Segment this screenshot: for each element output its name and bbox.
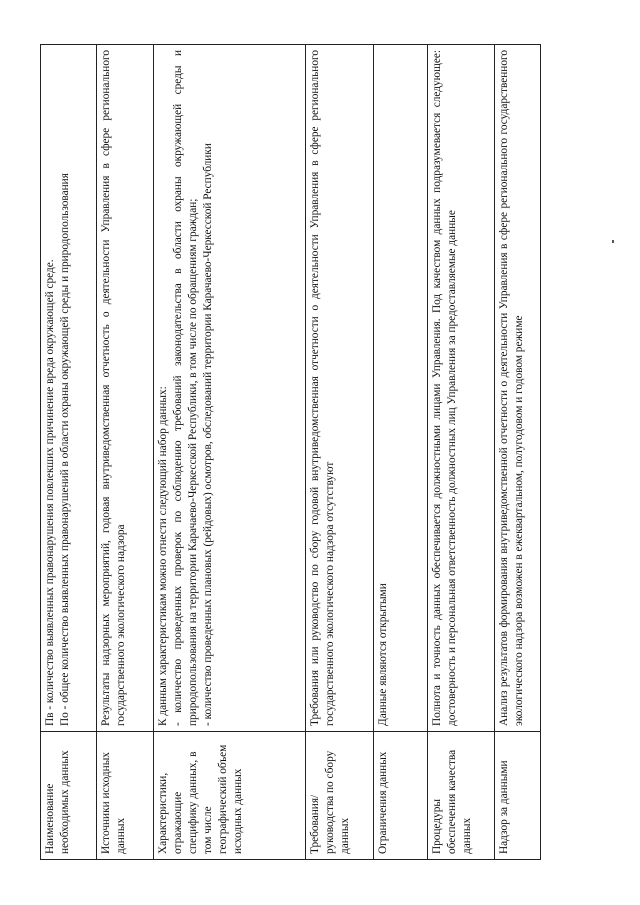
row-content <box>428 45 495 732</box>
scan-mark <box>612 240 614 243</box>
row-content <box>495 45 541 732</box>
table-row <box>495 45 541 860</box>
table-row <box>306 45 374 860</box>
row-label: Надзор за данными <box>495 732 541 860</box>
content-line: Результаты надзорных мероприятий, годовая внутриведомственная отчетность о деятельности Управления в сфере регионального государственного экологического надзора <box>100 50 127 726</box>
row-content <box>374 45 428 732</box>
content-line: - количество проведенных плановых (рейдовых) осмотров, обследований территории Карачаево-Черкесской Республики <box>202 143 214 726</box>
row-content <box>97 45 154 732</box>
row-content <box>154 45 306 732</box>
row-label: Наименование необходимых данных <box>41 732 97 860</box>
content-line: Полнота и точность данных обеспечивается должностными лицами Управления. Под качеством данных подразумевается следующее: достоверность и персональная ответственность должностных лиц Управления за предоставляемые данные <box>431 50 458 726</box>
row-content <box>306 45 374 732</box>
content-line: К данным характеристикам можно отнести следующий набор данных: <box>157 386 169 726</box>
row-content <box>41 45 97 732</box>
row-label: Процедуры обеспечения качества данных <box>428 732 495 860</box>
row-label: Характеристики, отражающие специфику данных, в том числе географический объем исходных данных <box>154 732 306 860</box>
row-label: Ограничения данных <box>374 732 428 860</box>
row-label: Источники исходных данных <box>97 732 154 860</box>
table-row <box>154 45 306 860</box>
table-row <box>97 45 154 860</box>
table-row <box>374 45 428 860</box>
table-row <box>428 45 495 860</box>
content-line: Анализ результатов формирования внутриведомственной отчетности о деятельности Управления в сфере регионального государственного экологического надзора возможен в ежеквартальном, полугодовом и годовом режиме <box>498 50 525 726</box>
content-line: Требования или руководство по сбору годовой внутриведомственная отчетности о деятельности Управления в сфере регионального государственного экологического надзора отсутствуют <box>309 50 336 726</box>
content-line: - количество проведенных проверок по соблюдению требований законодательства в области охраны окружающей среды и природопользования на территории Карачаево-Черкесской Республики, в том числе по обращениям граждан; <box>172 50 199 726</box>
row-label: Требования/руководства по сбору данных <box>306 732 374 860</box>
data-description-table <box>40 44 541 860</box>
content-line: Пв - количество выявленных правонарушения повлекших причинение вреда окружающей среде. <box>44 259 56 726</box>
content-line: По - общее количество выявленных правонарушений в области охраны окружающей среды и природопользования <box>59 173 71 726</box>
content-line: Данные являются открытыми <box>377 583 389 726</box>
rotated-page <box>40 45 540 860</box>
table-row <box>41 45 97 860</box>
